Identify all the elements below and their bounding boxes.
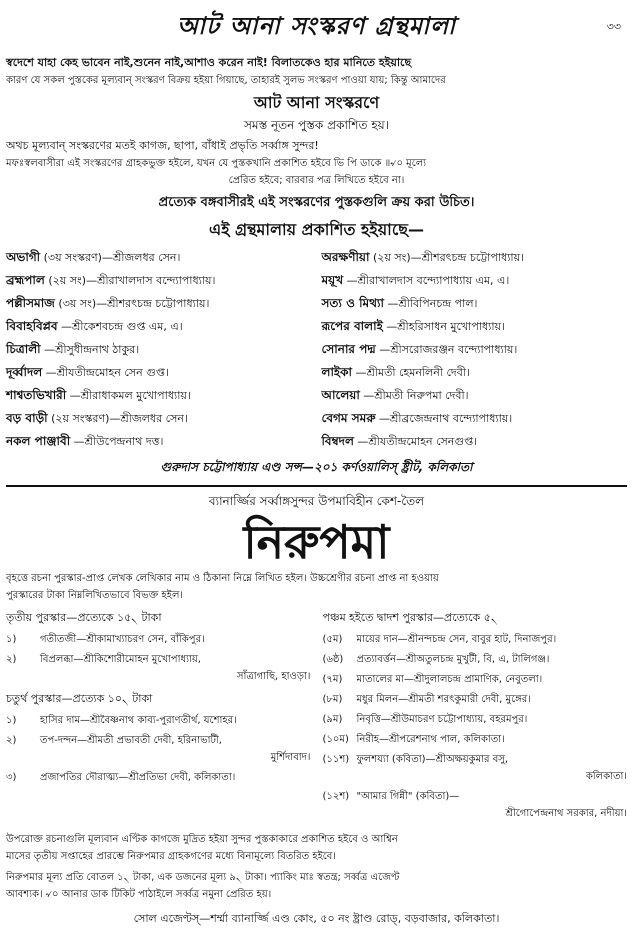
book-entry [322,341,628,361]
prize-entry-location: সাঁত্রাগাছি, হাওড়া। [236,671,311,682]
book-entry [322,433,628,453]
every-bengali-line: প্রত্যেক বঙ্গবাসীরই এই সংস্করণের পুস্তকগুলি ক্রয় করা উচিত। [158,195,475,210]
prize-entry [323,692,628,709]
prize-entry-text: নিবৃত্তি—শ্রীউমাচরণ চট্টোপাধ্যায়, বহরমপুর। [356,714,528,725]
book-title: চিত্রালী [6,342,41,356]
book-entry [322,249,628,269]
prize-number: (৬ষ্ঠ) [322,654,344,665]
prize-entry [323,652,628,669]
intro-line-1: স্বদেশে যাহা কেহ ভাবেন নাই,শুনেন নাই,আশাও করেন নাই! বিলাতকেও হার মানিতে হইয়াছে [6,56,412,69]
book-detail: —শ্রীমতী হেমনলিনী দেবী। [352,366,470,379]
book-title: নকল পাঞ্জাবী [6,434,71,448]
prize-text [357,752,628,786]
prize-entry-location: শ্রীগোপেন্দ্রনাথ সরকার, নদীয়া। [505,808,627,819]
book-entry [6,295,312,315]
prize-entry-text: "আমার গিন্নী" (কবিতা)— [356,791,460,802]
prize-entry-text: তপ-দন্দন—শ্রীমতী প্রভাবতী দেবী, হরিনাভাটী, [40,735,222,746]
price-line-2: আবশ্যক। ৵০ আনার ডাক টিকিট পাঠাইলে সর্ব্বত্র নমুনা প্রেরিত হয়। [6,889,272,900]
prize-text [40,632,311,649]
prize-text [40,770,311,787]
prize-entry-text: মধুর মিলন—শ্রীমতী শরৎকুমারী দেবী, মুঙ্গের। [356,694,531,705]
book-title: ময়ূখ [321,273,344,287]
book-title: ব্রহ্মপাল [6,273,45,287]
prize-entry [323,752,628,786]
prize-entry-text: গতীতজী—শ্রীকামাখ্যাচরণ সেন, বাঁকিপুর। [40,634,205,645]
book-title: সত্য ও মিথ্যা [321,296,384,310]
prize-entry-text: প্রত্যাবর্ত্তন—শ্রীঅতুলচন্দ্র মুখুটী, বি, এ, টালিগঞ্জ। [356,654,550,665]
published-heading: এই গ্রন্থমালায় প্রকাশিত হইয়াছে— [209,220,424,239]
prize-entry-text: মায়ের দান—শ্রীনন্দচন্দ্র সেন, বাবুর হাট, দিনাজপুর। [356,634,557,645]
prize-entry [323,712,628,729]
mofussil-line: মফঃস্বলবাসীরা এই সংস্করণের গ্রাহকভুক্ত হইলে, যখন যে পুস্তকখানি প্রকাশিত হইবে ভি পি ডাকে ॥৵০ মূল্যে [6,158,427,169]
prize-entry-text: বিপ্রলব্ধা—শ্রীকিশোরীমোহন মুখোপাধ্যায়, [40,654,201,665]
book-entry [6,341,312,361]
book-list [6,249,627,453]
book-title: লাইকা [321,365,353,379]
prize-number: ২) [6,654,17,665]
subhead: আট আনা সংস্করণে [253,93,380,112]
prize-entry [6,733,311,767]
ad-kicker: ব্যানার্জ্জির সর্ব্বাঙ্গসুন্দর উপমাবিহীন কেশ-তৈল [208,494,425,508]
prize-entry [6,770,311,787]
book-title: সোনার পদ্ম [321,342,376,356]
book-detail: —শ্রীরাধাকমল মুখোপাধ্যায়। [66,389,191,402]
book-entry [322,387,628,407]
prize-number: (৫ম) [322,634,343,645]
prize-number: (১২শ) [322,791,350,802]
ad-brand: নিরুপমা [243,515,390,569]
book-entry [322,364,628,384]
prize-number: ১) [6,715,17,726]
prize-number: ৩) [6,772,17,783]
third-prize-list [6,632,311,686]
prize-entry-location: কলিকাতা। [585,771,627,782]
page-number: ৩৩ [606,20,621,33]
book-detail: (২য় সংস্করণ)—শ্রীজলধর সেন। [47,412,188,425]
book-entry [6,433,312,453]
book-entry [6,249,312,269]
book-title: অভাগী [6,250,41,264]
book-title: দূর্ব্বাদল [6,365,43,379]
prize-text [357,789,628,823]
book-title: শাশ্বতভিখারী [6,388,67,402]
book-detail: —শ্রীযতীন্দ্রমোহন সেন গুপ্ত। [42,366,169,379]
book-title: রূপের বালাই [321,319,383,333]
sole-agent-line: সোল এজেণ্টস্—শর্ম্মা ব্যানার্জ্জি এণ্ড কোং, ৫০ নং ষ্ট্রাণ্ড রোড্, বড়বাজার, কলিকাতা। [133,912,500,925]
book-detail: (৩য় সংস্করণ)—শ্রীজলধর সেন। [40,251,181,264]
prize-text [357,692,628,709]
prize-entry-text: ফুলশয্যা (কবিতা)—শ্রীঅক্ষয়কুমার বসু, [356,754,509,765]
third-prize-heading: তৃতীয় পুরস্কার—প্রত্যেকে ১৫৲ টাকা [6,611,162,624]
book-detail: —শ্রীহরিসাধন মুখোপাধ্যায়। [382,320,505,333]
prize-entry [323,732,628,749]
book-entry [6,410,312,430]
book-detail: (৩য় সং)—শ্রীশরৎচন্দ্র চট্টোপাধ্যায়। [54,297,210,310]
book-entry [6,272,312,292]
book-title: বিম্বদল [321,434,354,448]
prize-number: (১০ম) [322,734,349,745]
fourth-prize-heading: চতুর্থ পুরস্কার—প্রত্যেক ১০৲ টাকা [6,692,153,705]
prize-text [40,713,311,730]
book-entry [6,318,312,338]
book-entry [322,410,628,430]
book-title: বেগম সমরু [321,411,376,425]
series-title: আট আনা সংস্করণ গ্রন্থমালা [177,12,456,40]
book-entry [6,387,312,407]
book-detail: (২য় সং)—শ্রীশরৎচন্দ্র চট্টোপাধ্যায়। [369,251,524,264]
book-detail: —শ্রীযতীন্দ্রমোহন সেনগুপ্ত। [353,435,478,448]
fourth-prize-list [6,713,311,787]
book-detail: —শ্রীমতী নিরুপমা দেবী। [359,389,469,402]
prize-text [357,732,628,749]
prize-columns [6,605,627,826]
publisher-line: গুরুদাস চট্টোপাধ্যায় এণ্ড সন্স—২০১ কর্ণওয়ালিস্ ষ্ট্রীট, কলিকাতা [160,460,473,474]
prize-left-column [6,605,311,826]
book-title: বড় বাড়ী [6,411,48,425]
price-line-1: নিরুপমার মূল্য প্রতি বোতল ১৲ টাকা, এক ডজনের মূল্য ৯৲ টাকা। প্যাকিং মাঃ স্বতন্ত্র; সর্ব্বত্র এজেণ্ট [6,872,400,883]
book-entry [322,318,628,338]
book-entry [6,364,312,384]
prize-entry-text: নিরীহ—শ্রীপরেশনাথ পাল, কলিকাতা। [356,734,505,745]
prize-entry-location: মুর্শিদাবাদ। [270,752,311,763]
new-books-line: সমস্ত নূতন পুস্তক প্রকাশিত হয়। [243,118,389,132]
prize-entry-text: মাতালের মা—শ্রীদুলালচন্দ্র প্রামাণিক, নেবুতলা। [356,674,543,685]
ad-intro-1: বৃহত্তে রচনা পুরস্কার-প্রাপ্ত লেখক লেখিকার নাম ও ঠিকানা নিম্নে লিখিত হইল। উচ্চশ্রেণীর রচনা প্রাপ্ত না হওয়ায় [6,573,439,584]
foot-note-2: মাসের তৃতীয় সপ্তাহের প্রারম্ভে নিরুপমার গ্রাহকগণের মধ্যে বিনামূল্যে বিতরিত হইবে। [6,851,336,862]
prize-entry [323,632,628,649]
book-detail: —শ্রীব্রজেন্দ্রনাথ বন্দ্যোপাধ্যায়। [375,412,513,425]
book-detail: —শ্রীসুধীন্দ্রনাথ ঠাকুর। [40,343,140,356]
prize-number: ১) [6,634,17,645]
book-title: পল্লীসমাজ [6,296,55,310]
prize-entry [323,672,628,689]
book-detail: —শ্রীসরোজরঞ্জন বন্দ্যোপাধ্যায়। [375,343,518,356]
book-detail: —শ্রীবিপিনচন্দ্র পাল। [383,297,478,310]
fifth-twelfth-heading: পঞ্চম হইতে দ্বাদশ পুরস্কার—প্রত্যেকে ৫৲ [322,611,498,624]
book-detail: —শ্রীরাখালদাস বন্দ্যোপাধ্যায় এম, এ। [343,274,510,287]
prize-text [40,733,311,767]
quality-line: অথচ মূল্যবান্ সংস্করণের মতই কাগজ, ছাপা, বাঁধাই প্রভৃতি সর্ব্বাঙ্গ সুন্দর! [6,139,319,152]
prize-entry [6,713,311,730]
prize-text [357,632,628,649]
prize-number: (৯ম) [322,714,343,725]
book-entry [322,295,628,315]
prize-text [40,652,311,686]
intro-line-2: কারণ যে সকল পুস্তকের মূল্যবান্ সংস্করণ বিক্রয় হইয়া গিয়াছে, তাহারই সুলভ সংস্করণ পাওয়া যায়; কিন্তু আমাদের [6,75,446,86]
divider [6,485,627,487]
prize-entry [6,632,311,649]
mofussil-line-2: প্রেরিত হইবে; বারবার পত্র লিখিতে হইবে না। [228,175,405,186]
book-detail: —শ্রীউপেন্দ্রনাথ দত্ত। [70,435,164,448]
prize-entry [6,652,311,686]
prize-entry-text: হাসির দাম—শ্রীবৈষ্ণনাথ কাব্য-পুরাণতীর্থ, যশোহর। [40,715,237,726]
prize-text [357,652,628,669]
prize-entry-text: প্রজাপতির দৌরাত্ম্য—শ্রীপ্রতিভা দেবী, কলিকাতা। [40,772,236,783]
book-title: অরক্ষণীয়া [321,250,370,264]
prize-number: ২) [6,735,17,746]
prize-right-column [323,605,628,826]
book-detail: (২য় সং)—শ্রীরাখালদাস বন্দ্যোপাধ্যায়। [44,274,216,287]
document-page [6,8,627,925]
ad-intro-2: পুরস্কারের টাকা নিম্নলিখিতভাবে বিভক্ত হইল। [6,590,183,601]
prize-number: (৮ম) [322,694,343,705]
book-entry [322,272,628,292]
fifth-twelfth-list [323,632,628,823]
prize-entry [323,789,628,823]
prize-number: (১১শ) [322,754,350,765]
prize-text [357,672,628,689]
book-title: বিবাহবিপ্লব [6,319,58,333]
prize-text [357,712,628,729]
book-detail: —শ্রীকেশবচন্দ্র গুপ্ত এম, এ। [57,320,183,333]
prize-number: (৭ম) [322,674,343,685]
foot-note-1: উপরোক্ত রচনাগুলি মূল্যবান এণ্টিক কাগজে মুদ্রিত হইয়া সুন্দর পুস্তকাকারে প্রকাশিত হইবে ও আশ্বিন [6,834,398,845]
book-title: আলেয়া [321,388,360,402]
